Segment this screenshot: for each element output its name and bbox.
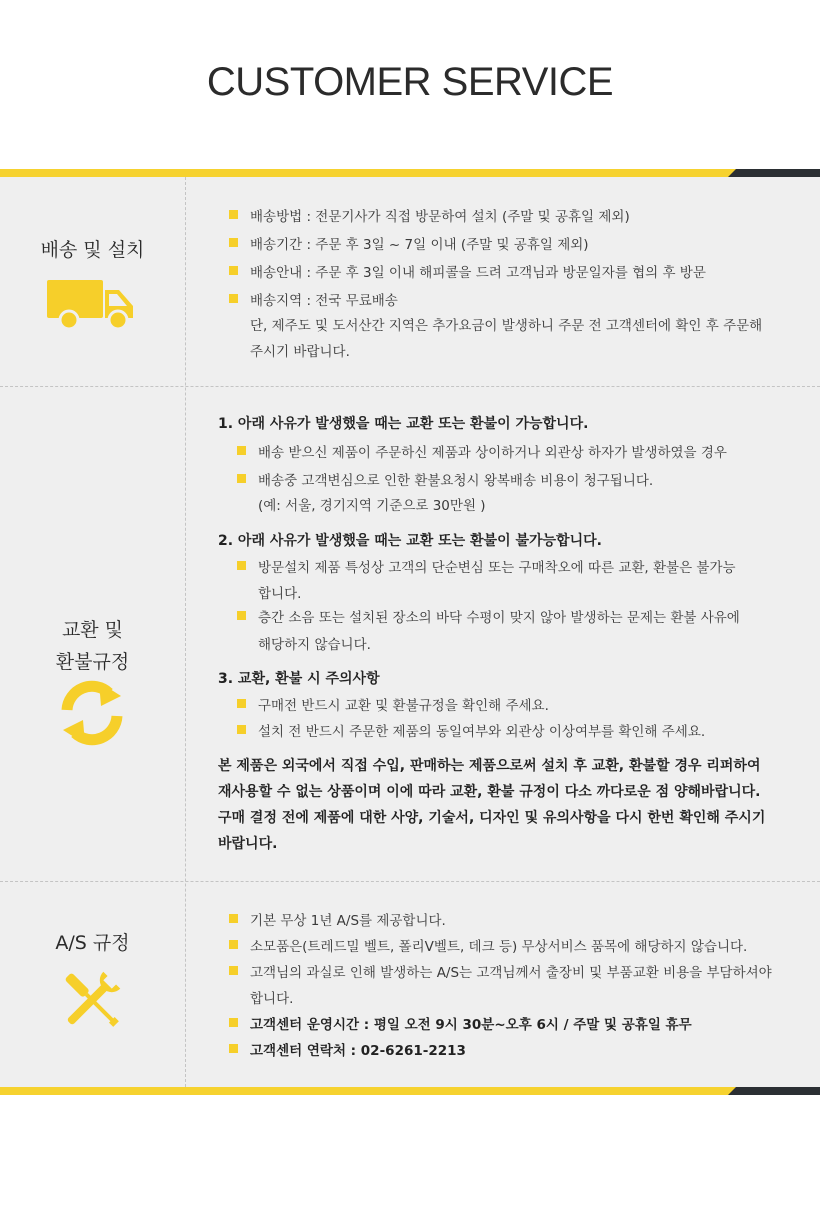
exchange-item: 층간 소음 또는 설치된 장소의 바닥 수평이 맞지 않아 발생하는 문제는 환불 사유에 xyxy=(258,610,740,626)
exchange-heading-2: 2. 아래 사유가 발생했을 때는 교환 또는 환불이 불가능합니다. xyxy=(218,533,602,549)
exchange-heading-3: 3. 교환, 환불 시 주의사항 xyxy=(218,671,380,687)
exchange-item: 설치 전 반드시 주문한 제품의 동일여부와 외관상 이상여부를 확인해 주세요. xyxy=(258,724,706,740)
delivery-note: 단, 제주도 및 도서산간 지역은 추가요금이 발생하니 주문 전 고객센터에 확인 후 주문해 xyxy=(250,318,763,334)
delivery-item: 배송기간 : 주문 후 3일 ~ 7일 이내 (주말 및 공휴일 제외) xyxy=(250,237,589,253)
column-divider xyxy=(185,177,186,1087)
as-contact: 고객센터 연락처 : 02-6261-2213 xyxy=(250,1043,466,1059)
exchange-heading-1: 1. 아래 사유가 발생했을 때는 교환 또는 환불이 가능합니다. xyxy=(218,416,589,432)
truck-icon xyxy=(47,278,135,332)
delivery-label: 배송 및 설치 xyxy=(40,239,145,261)
as-item: 고객님의 과실로 인해 발생하는 A/S는 고객님께서 출장비 및 부품교환 비용을 부담하셔야 xyxy=(250,965,772,981)
row-divider-2 xyxy=(0,881,820,882)
delivery-item: 배송지역 : 전국 무료배송 xyxy=(250,293,398,309)
delivery-item: 배송안내 : 주문 후 3일 이내 해피콜을 드려 고객님과 방문일자를 협의 후 방문 xyxy=(250,265,706,281)
tools-icon xyxy=(56,964,128,1036)
row-divider-1 xyxy=(0,386,820,387)
exchange-item: 구매전 반드시 교환 및 환불규정을 확인해 주세요. xyxy=(258,698,549,714)
exchange-item: 배송 받으신 제품이 주문하신 제품과 상이하거나 외관상 하자가 발생하였을 경우 xyxy=(258,445,727,461)
as-item: 소모품은(트레드밀 벨트, 폴리V벨트, 데크 등) 무상서비스 품목에 해당하지 않습니다. xyxy=(250,939,748,955)
top-stripe xyxy=(0,169,820,177)
exchange-note: (예: 서울, 경기지역 기준으로 30만원 ) xyxy=(258,498,486,514)
as-item: 기본 무상 1년 A/S를 제공합니다. xyxy=(250,913,446,929)
exchange-item: 배송중 고객변심으로 인한 환불요청시 왕복배송 비용이 청구됩니다. xyxy=(258,473,654,489)
exchange-notice: 바랍니다. xyxy=(218,836,278,852)
exchange-notice: 본 제품은 외국에서 직접 수입, 판매하는 제품으로써 설치 후 교환, 환불할 경우 리퍼하여 xyxy=(218,758,761,774)
delivery-note: 주시기 바랍니다. xyxy=(250,344,350,360)
exchange-label-line1: 교환 및 xyxy=(61,619,124,641)
page-title: CUSTOMER SERVICE xyxy=(206,60,614,104)
as-hours: 고객센터 운영시간 : 평일 오전 9시 30분~오후 6시 / 주말 및 공휴일 휴무 xyxy=(250,1017,692,1033)
as-item-cont: 합니다. xyxy=(250,991,294,1007)
delivery-item: 배송방법 : 전문기사가 직접 방문하여 설치 (주말 및 공휴일 제외) xyxy=(250,209,630,225)
refresh-icon xyxy=(59,680,125,746)
exchange-item-cont: 해당하지 않습니다. xyxy=(258,637,371,653)
exchange-item: 방문설치 제품 특성상 고객의 단순변심 또는 구매착오에 따른 교환, 환불은 불가능 xyxy=(258,560,736,576)
bottom-stripe xyxy=(0,1087,820,1095)
as-label: A/S 규정 xyxy=(55,932,130,954)
exchange-notice: 구매 결정 전에 제품에 대한 사양, 기술서, 디자인 및 유의사항을 다시 한번 확인해 주시기 xyxy=(218,810,766,826)
exchange-item-cont: 합니다. xyxy=(258,586,302,602)
exchange-notice: 재사용할 수 없는 상품이며 이에 따라 교환, 환불 규정이 다소 까다로운 점 양해바랍니다. xyxy=(218,784,761,800)
exchange-label-line2: 환불규정 xyxy=(55,651,130,673)
